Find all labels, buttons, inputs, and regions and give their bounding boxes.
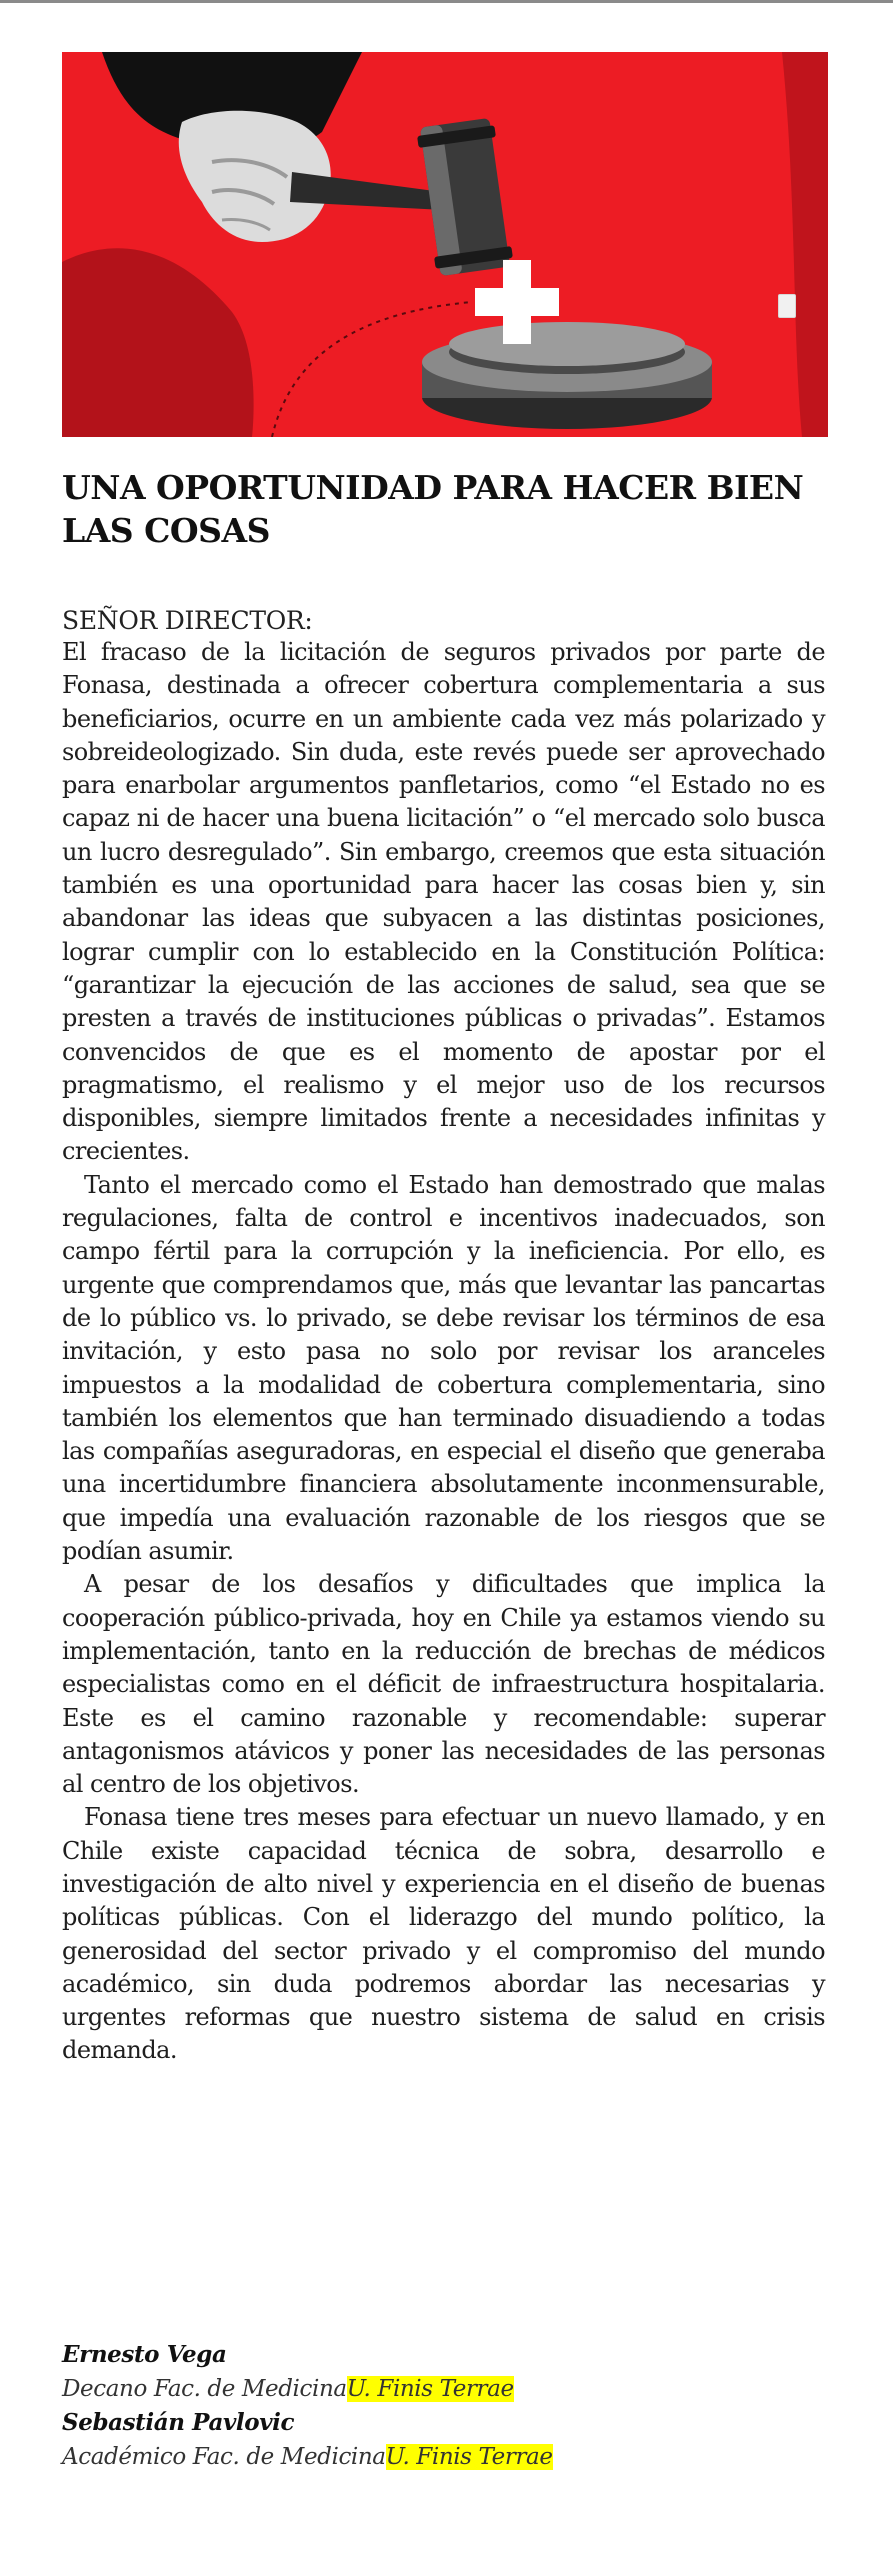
headline: UNA OPORTUNIDAD PARA HACER BIEN LAS COSAS <box>62 468 804 550</box>
paragraph: A pesar de los desafíos y dificultades que implica la cooperación público-privada, hoy en Chile ya estamos viendo su implementación, tanto en la reducción de brechas de médicos especialistas como en el déficit de infraestructura hospitalaria. Este es el camino razonable y recomendable: superar antagonismos atávicos y poner las necesidades de las personas al centro de los objetivos. <box>62 1570 825 1799</box>
gavel-illustration <box>62 52 828 437</box>
greeting: SEÑOR DIRECTOR: <box>62 606 313 635</box>
paragraph: Tanto el mercado como el Estado han demostrado que malas regulaciones, falta de control e incentivos inadecuados, son campo fértil para la corrupción y la ineficiencia. Por ello, es urgente que comprendamos que, más que levantar las pancartas de lo público vs. lo privado, se debe revisar los términos de esa invitación, y esto pasa no solo por revisar los aranceles impuestos a la modalidad de cobertura complementaria, sino también los elementos que han terminado disuadiendo a todas las compañías aseguradoras, en especial el diseño que generaba una incertidumbre financiera absolutamente inconmensurable, que impedía una evaluación razonable de los riesgos que se podían asumir. <box>62 1170 825 1566</box>
highlighted-institution[interactable]: U. Finis Terrae <box>346 2376 514 2402</box>
highlighted-institution[interactable]: U. Finis Terrae <box>385 2444 553 2470</box>
signer-position: Decano Fac. de Medicina <box>62 2376 347 2402</box>
signer-role <box>62 2372 822 2406</box>
signature-block <box>62 2338 822 2474</box>
signer-name: Sebastián Pavlovic <box>62 2409 295 2436</box>
header-illustration <box>62 52 828 437</box>
top-rule <box>0 0 893 3</box>
signer-position: Académico Fac. de Medicina <box>62 2444 386 2470</box>
paragraph: El fracaso de la licitación de seguros privados por parte de Fonasa, destinada a ofrecer cobertura complementaria a sus beneficiarios, ocurre en un ambiente cada vez más polarizado y sobreideologizado. Sin duda, este revés puede ser aprovechado para enarbolar argumentos panfletarios, como “el Estado no es capaz ni de hacer una buena licitación” o “el mercado solo busca un lucro desregulado”. Sin embargo, creemos que esta situación también es una oportunidad para hacer las cosas bien y, sin abandonar las ideas que subyacen a las distintas posiciones, lograr cumplir con lo establecido en la Constitución Política: “garantizar la ejecución de las acciones de salud, sea que se presten a través de instituciones públicas o privadas”. Estamos convencidos de que es el momento de apostar por el pragmatismo, el realismo y el mejor uso de los recursos disponibles, siempre limitados frente a necesidades infinitas y crecientes. <box>62 638 825 1166</box>
signer-name: Ernesto Vega <box>62 2341 227 2368</box>
letter-body <box>62 636 825 2068</box>
margin-note-icon[interactable] <box>778 294 796 318</box>
signer-role <box>62 2440 822 2474</box>
paragraph: Fonasa tiene tres meses para efectuar un nuevo llamado, y en Chile existe capacidad técnica de sobra, desarrollo e investigación de alto nivel y experiencia en el diseño de buenas políticas públicas. Con el liderazgo del mundo político, la generosidad del sector privado y el compromiso del mundo académico, sin duda podremos abordar las necesarias y urgentes reformas que nuestro sistema de salud en crisis demanda. <box>62 1803 825 2065</box>
